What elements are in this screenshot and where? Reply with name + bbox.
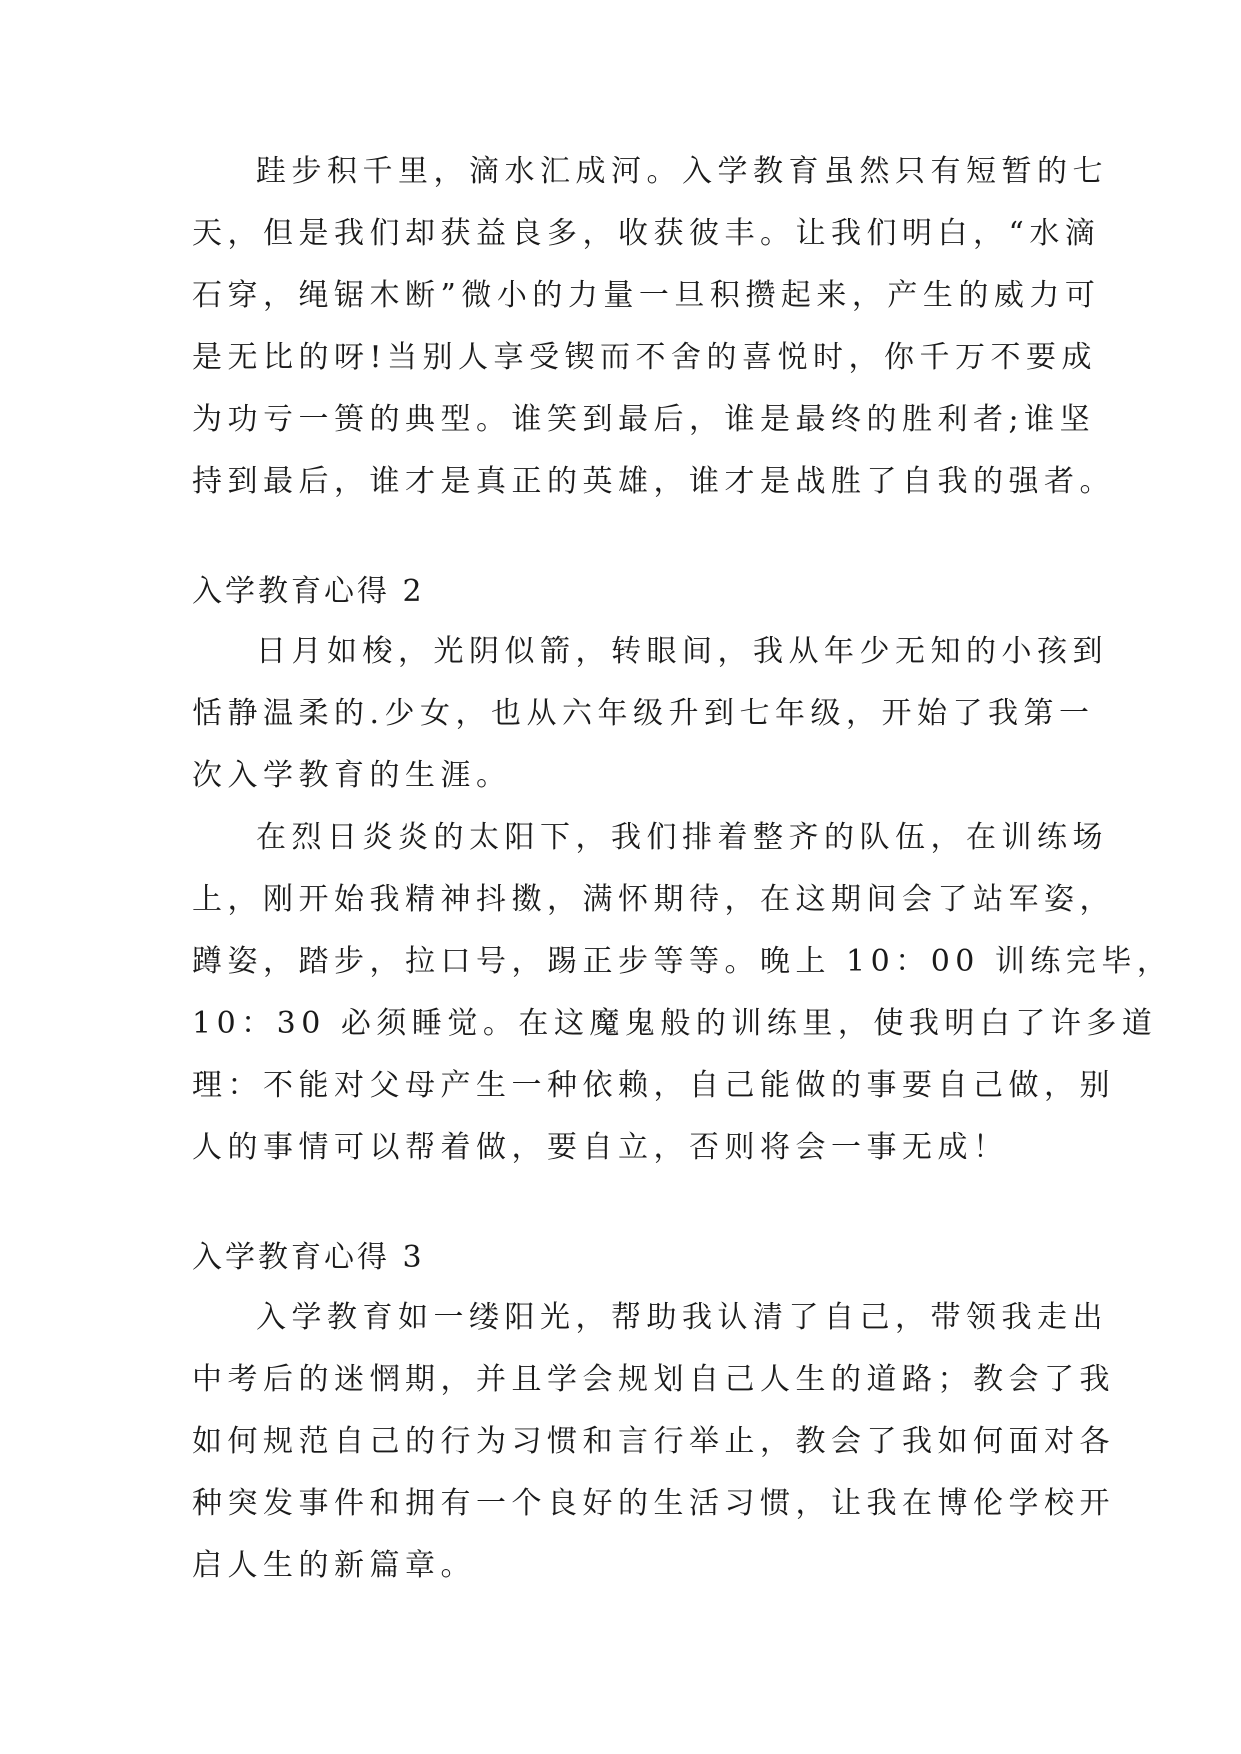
paragraph-line: 持到最后，谁才是真正的英雄，谁才是战胜了自我的强者。 [192,464,1115,499]
section-heading: 入学教育心得 3 [192,1240,425,1275]
paragraph-line: 启人生的新篇章。 [192,1548,476,1583]
paragraph-line: 中考后的迷惘期，并且学会规划自己人生的道路；教会了我 [192,1362,1115,1397]
paragraph-line: 跬步积千里，滴水汇成河。入学教育虽然只有短暂的七 [256,154,1108,189]
paragraph-line: 为功亏一篑的典型。谁笑到最后，谁是最终的胜利者;谁坚 [192,402,1096,437]
paragraph-line: 种突发事件和拥有一个良好的生活习惯，让我在博伦学校开 [192,1486,1115,1521]
paragraph-line: 天，但是我们却获益良多，收获彼丰。让我们明白，“水滴 [192,216,1101,251]
paragraph-line: 10：30 必须睡觉。在这魔鬼般的训练里，使我明白了许多道 [192,1006,1158,1041]
paragraph-line: 在烈日炎炎的太阳下，我们排着整齐的队伍，在训练场 [256,820,1108,855]
section-heading: 入学教育心得 2 [192,574,425,609]
paragraph-line: 是无比的呀!当别人享受锲而不舍的喜悦时，你千万不要成 [192,340,1098,375]
paragraph-line: 蹲姿，踏步，拉口号，踢正步等等。晚上 10：00 训练完毕， [192,944,1173,979]
paragraph-line: 日月如梭，光阴似箭，转眼间，我从年少无知的小孩到 [256,634,1108,669]
paragraph-line: 人的事情可以帮着做，要自立，否则将会一事无成！ [192,1130,1009,1165]
paragraph-line: 理：不能对父母产生一种依赖，自己能做的事要自己做，别 [192,1068,1115,1103]
paragraph-line: 如何规范自己的行为习惯和言行举止，教会了我如何面对各 [192,1424,1115,1459]
paragraph-line: 次入学教育的生涯。 [192,758,512,793]
paragraph-line: 上，刚开始我精神抖擞，满怀期待，在这期间会了站军姿， [192,882,1115,917]
paragraph-line: 恬静温柔的.少女，也从六年级升到七年级，开始了我第一 [192,696,1095,731]
paragraph-line: 入学教育如一缕阳光，帮助我认清了自己，带领我走出 [256,1300,1108,1335]
paragraph-line: 石穿，绳锯木断”微小的力量一旦积攒起来，产生的威力可 [192,278,1101,313]
